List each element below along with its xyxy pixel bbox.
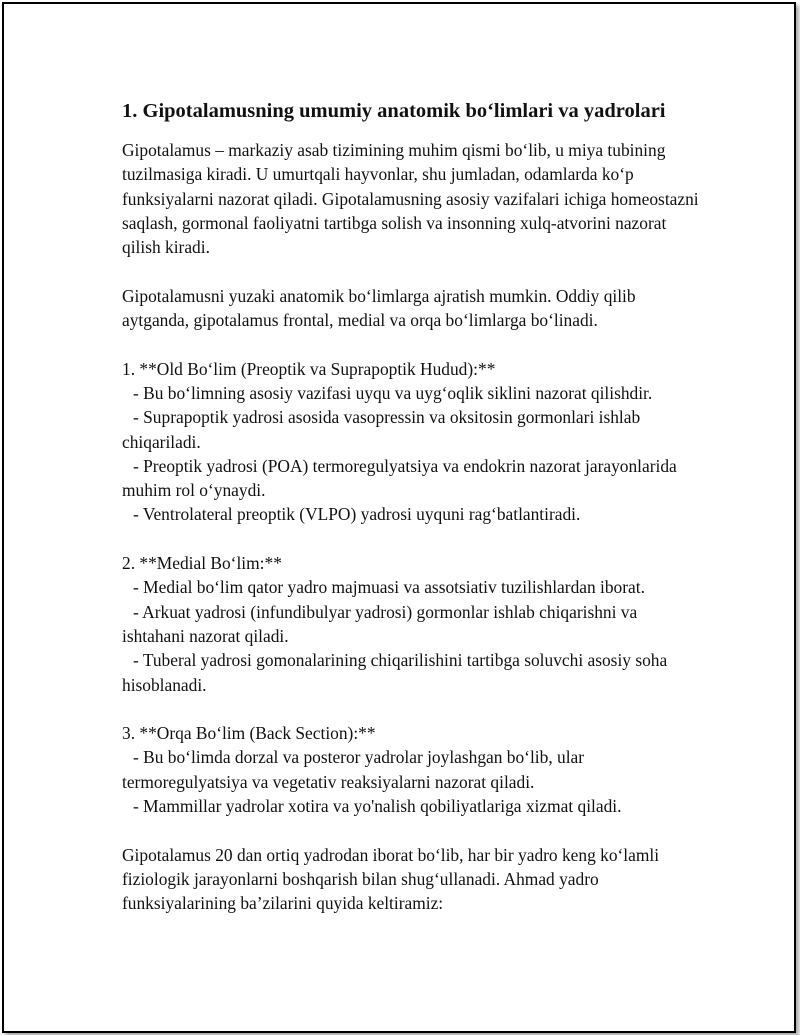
page-frame	[2, 2, 796, 1033]
list-item: - Suprapoptik yadrosi asosida vasopressin va oksitosin gormonlari ishlab chiqariladi.	[122, 407, 641, 452]
list-item: - Bu bo‘limda dorzal va posteror yadrolar joylashgan bo‘lib, ular termoregulyatsiya va vegetativ reaksiyalarni nazorat qiladi.	[122, 747, 585, 792]
list-item: - Ventrolateral preoptik (VLPO) yadrosi uyquni rag‘batlantiradi.	[133, 504, 581, 525]
division-paragraph: Gipotalamusni yuzaki anatomik bo‘limlarga ajratish mumkin. Oddiy qilib aytganda, gipotalamus frontal, medial va orqa bo‘limlarga bo‘linadi.	[122, 285, 636, 331]
list-item: - Mammillar yadrolar xotira va yo'nalish qobiliyatlariga xizmat qiladi.	[133, 796, 622, 817]
list-item: - Bu bo‘limning asosiy vazifasi uyqu va uyg‘oqlik siklini nazorat qilishdir.	[133, 382, 653, 403]
list-item: - Tuberal yadrosi gomonalarining chiqarilishini tartibga soluvchi asosiy soha hisoblanadi.	[122, 650, 668, 695]
section-orqa	[122, 721, 702, 818]
document-heading: 1. Gipotalamusning umumiy anatomik bo‘limlari va yadrolari	[122, 100, 666, 122]
list-item: - Preoptik yadrosi (POA) termoregulyatsiya va endokrin nazorat jarayonlarida muhim rol o‘ynaydi.	[122, 455, 677, 501]
section-old	[122, 357, 702, 527]
section-title: 3. **Orqa Bo‘lim (Back Section):**	[122, 723, 376, 744]
closing-paragraph: Gipotalamus 20 dan ortiq yadrodan iborat bo‘lib, har bir yadro keng ko‘lamli fiziologik jarayonlarni boshqarish bilan shug‘ullanadi. Ahmad yadro funksiyalarining ba’zilarini quyida keltiramiz:	[122, 844, 660, 914]
intro-paragraph: Gipotalamus – markaziy asab tizimining muhim qismi bo‘lib, u miya tubining tuzilmasiga kiradi. U umurtqali hayvonlar, shu jumladan, odamlarda ko‘p funksiyalarni nazorat qiladi. Gipotalamusning asosiy vazifalari ichiga homeostazni saqlash, gormonal faoliyatni tartibga solish va insonning xulq-atvorini nazorat qilish kiradi.	[122, 140, 699, 258]
document-body	[122, 98, 702, 940]
section-title: 2. **Medial Bo‘lim:**	[122, 553, 282, 574]
section-title: 1. **Old Bo‘lim (Preoptik va Suprapoptik Hudud):**	[122, 358, 496, 379]
section-medial	[122, 551, 702, 697]
list-item: - Medial bo‘lim qator yadro majmuasi va assotsiativ tuzilishlardan iborat.	[133, 577, 645, 598]
list-item: - Arkuat yadrosi (infundibulyar yadrosi) gormonlar ishlab chiqarishni va ishtahani nazorat qiladi.	[122, 601, 638, 646]
